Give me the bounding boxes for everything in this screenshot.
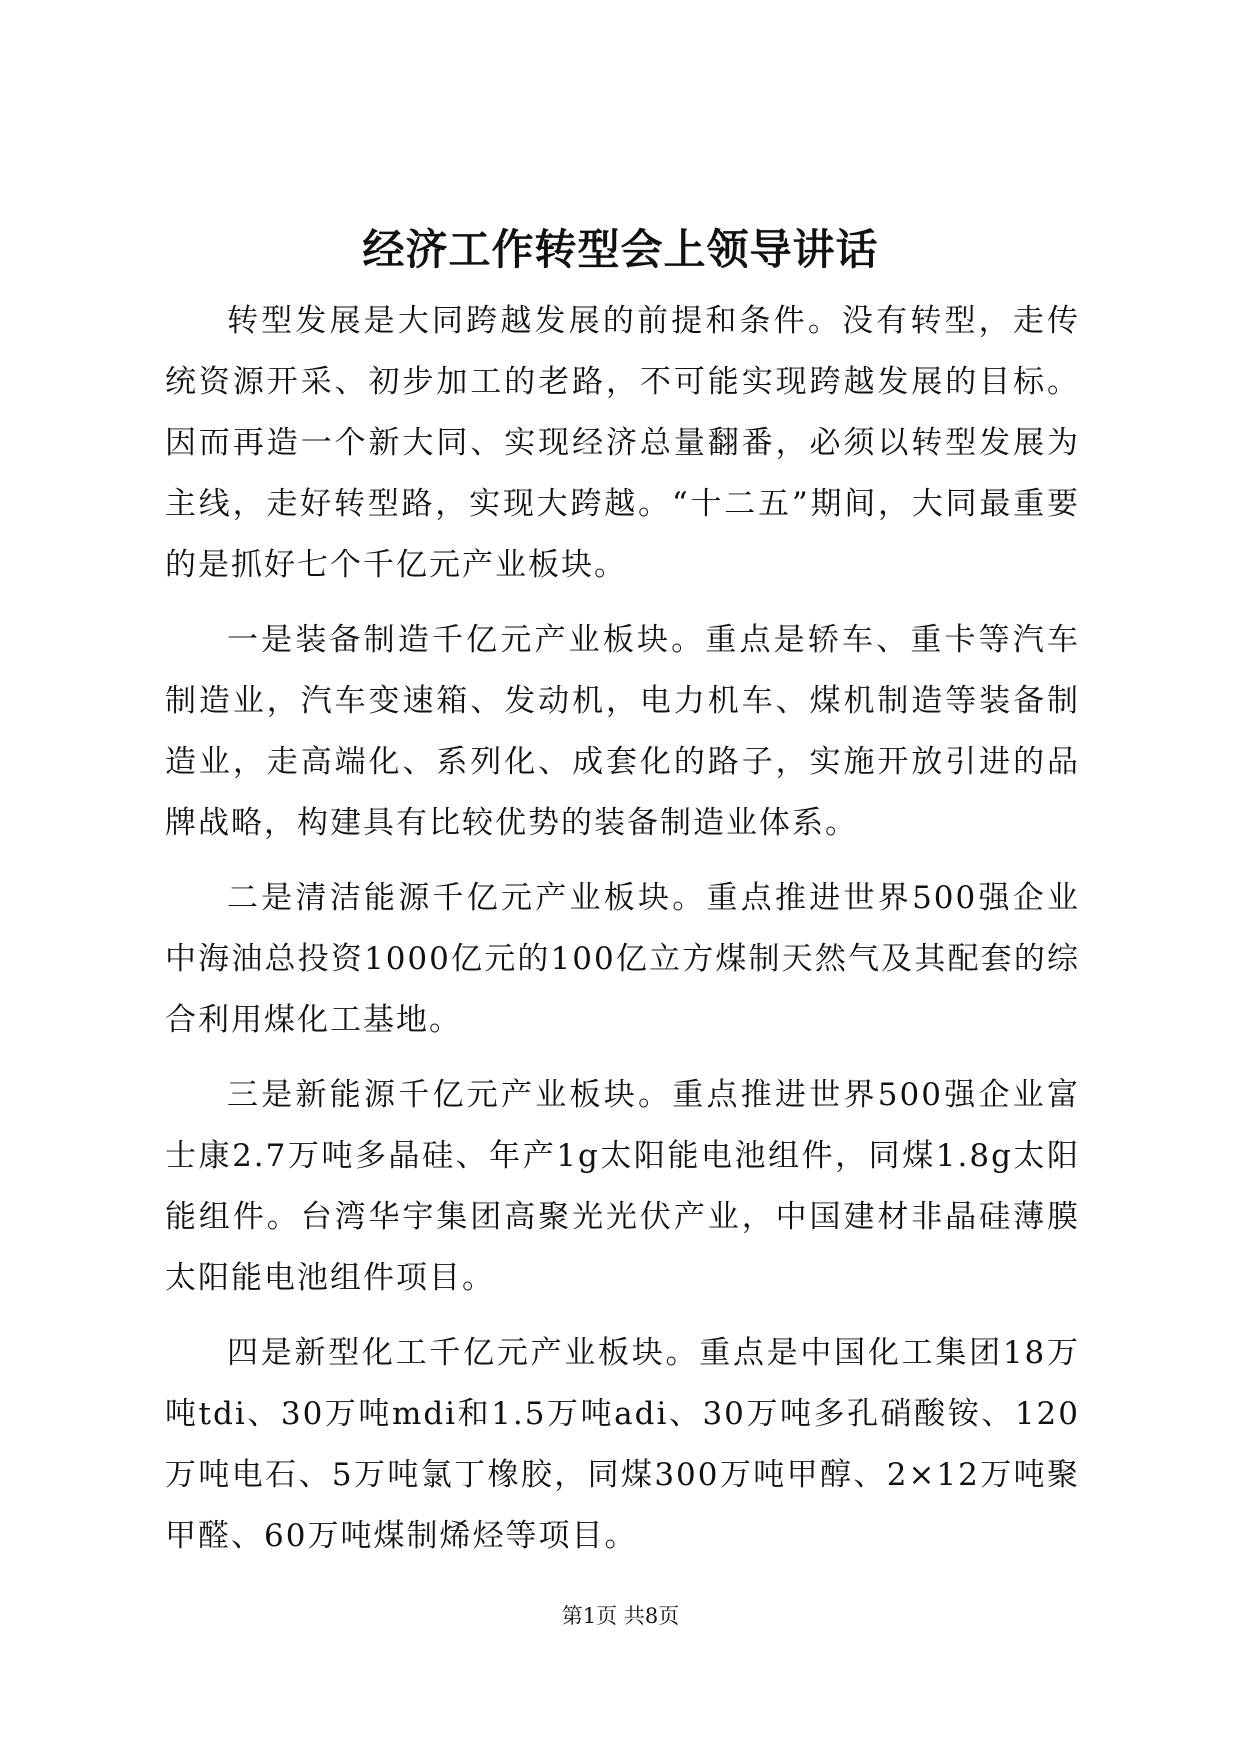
document-title: 经济工作转型会上领导讲话 (362, 225, 879, 274)
paragraph-intro: 转型发展是大同跨越发展的前提和条件。没有转型，走传统资源开采、初步加工的老路，不可能实现跨越发展的目标。因而再造一个新大同、实现经济总量翻番，必须以转型发展为主线，走好转型路，实现大跨越。“十二五”期间，大同最重要的是抓好七个千亿元产业板块。 (165, 303, 1080, 583)
page-number-footer: 第1页 共8页 (561, 1604, 680, 1628)
paragraph-new-energy: 三是新能源千亿元产业板块。重点推进世界500强企业富士康2.7万吨多晶硅、年产1g太阳能电池组件，同煤1.8g太阳能组件。台湾华宇集团高聚光光伏产业，中国建材非晶硅薄膜太阳能电池组件项目。 (165, 1077, 1080, 1296)
document-body (165, 291, 1080, 1581)
paragraph-clean-energy: 二是清洁能源千亿元产业板块。重点推进世界500强企业中海油总投资1000亿元的100亿立方煤制天然气及其配套的综合利用煤化工基地。 (165, 880, 1080, 1038)
paragraph-new-chemical: 四是新型化工千亿元产业板块。重点是中国化工集团18万吨tdi、30万吨mdi和1.5万吨adi、30万吨多孔硝酸铵、120万吨电石、5万吨氯丁橡胶，同煤300万吨甲醇、2×12万吨聚甲醛、60万吨煤制烯烃等项目。 (165, 1335, 1080, 1554)
paragraph-equipment-manufacturing: 一是装备制造千亿元产业板块。重点是轿车、重卡等汽车制造业，汽车变速箱、发动机，电力机车、煤机制造等装备制造业，走高端化、系列化、成套化的路子，实施开放引进的品牌战略，构建具有比较优势的装备制造业体系。 (165, 622, 1080, 841)
